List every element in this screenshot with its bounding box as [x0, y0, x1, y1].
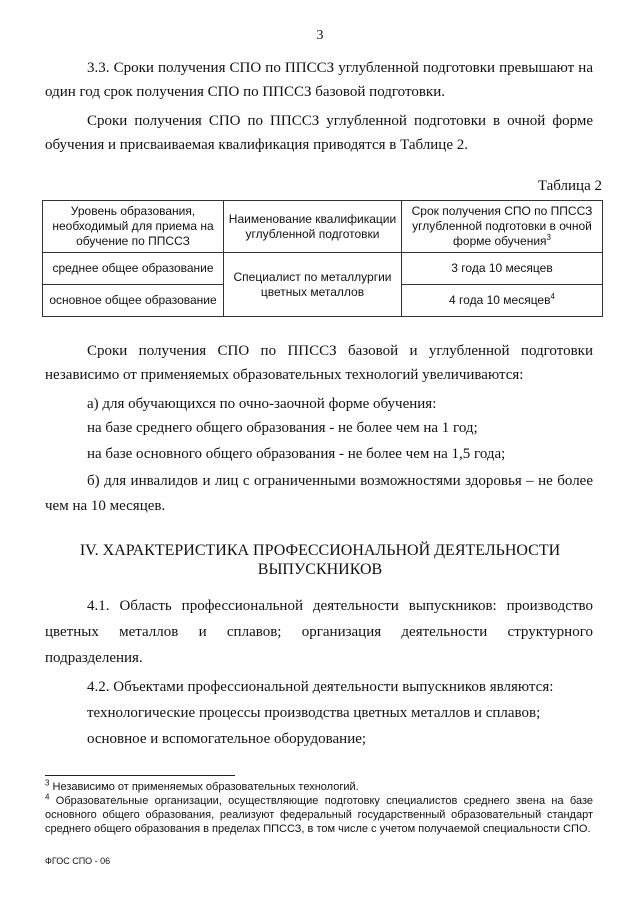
paragraph-3-3-line-2: один год срок получения СПО по ППССЗ базовой подготовки.: [45, 84, 445, 100]
paragraph-4-1-line-2: цветных металлов и сплавов; организация деятельности структурного: [45, 624, 593, 640]
list-item-a1: на базе среднего общего образования - не более чем на 1 год;: [87, 420, 478, 436]
table-header-row: [43, 201, 603, 253]
table-caption: Таблица 2: [537, 178, 602, 194]
paragraph-3-3-line-1: 3.3. Сроки получения СПО по ППССЗ углубленной подготовки превышают на: [87, 60, 593, 76]
list-item-b-line-2: чем на 10 месяцев.: [45, 498, 166, 514]
list-item-equipment: основное и вспомогательное оборудование;: [87, 731, 367, 747]
list-item-processes: технологические процессы производства цветных металлов и сплавов;: [87, 705, 541, 721]
paragraph-terms-line-1: Сроки получения СПО по ППССЗ базовой и углубленной подготовки: [87, 343, 593, 359]
paragraph-terms-line-2: независимо от применяемых образовательных технологий увеличиваются:: [45, 367, 524, 383]
paragraph-table-ref-line-1: Сроки получения СПО по ППССЗ углубленной подготовки в очной форме: [87, 113, 593, 129]
paragraph-4-1-line-3: подразделения.: [45, 650, 143, 666]
footnote-ref-3: 3: [546, 233, 551, 242]
footnote-separator: [45, 775, 235, 776]
page-number: 3: [316, 28, 324, 43]
cell-education-level: основное общее образование: [43, 285, 224, 317]
header-education-level: Уровень образования, необходимый для приема на обучение по ППССЗ: [43, 201, 224, 253]
cell-education-level: среднее общее образование: [43, 253, 224, 285]
list-item-a2: на базе основного общего образования - не более чем на 1,5 года;: [87, 446, 506, 462]
qualification-table: [42, 200, 603, 317]
footnote-ref-4: 4: [550, 292, 555, 301]
list-item-b-line-1: б) для инвалидов и лиц с ограниченными возможностями здоровья – не более: [87, 473, 593, 489]
paragraph-4-1-line-1: 4.1. Область профессиональной деятельности выпускников: производство: [87, 598, 593, 614]
cell-duration: 3 года 10 месяцев: [402, 253, 603, 285]
paragraph-table-ref-line-2: обучения и присваиваемая квалификация приводятся в Таблице 2.: [45, 137, 468, 153]
paragraph-4-2: 4.2. Объектами профессиональной деятельности выпускников являются:: [87, 679, 554, 695]
table-row: [43, 253, 603, 285]
header-qualification: Наименование квалификации углубленной подготовки: [224, 201, 402, 253]
cell-duration: 4 года 10 месяцев$^4$: [402, 285, 603, 317]
footnote-3: $^3$ Независимо от применяемых образовательных технологий.: [45, 778, 359, 793]
document-code: ФГОС СПО - 06: [45, 856, 111, 866]
footnote-4: $^4$ Образовательные организации, осуществляющие подготовку специалистов среднего звена на базе основного общего образования, реализуют федеральный государственный образовательный стандарт среднего общего образования в пределах ППССЗ, в том числе с учетом получаемой специальности СПО.: [45, 792, 594, 835]
section-heading: IV. ХАРАКТЕРИСТИКА ПРОФЕССИОНАЛЬНОЙ ДЕЯТЕЛЬНОСТИ ВЫПУСКНИКОВ: [79, 542, 561, 578]
cell-qualification: Специалист по металлургии цветных металлов: [224, 253, 402, 317]
header-duration: Срок получения СПО по ППССЗ углубленной подготовки в очной форме обучения$^3$: [402, 201, 603, 253]
list-item-a: а) для обучающихся по очно-заочной форме обучения:: [87, 396, 437, 412]
